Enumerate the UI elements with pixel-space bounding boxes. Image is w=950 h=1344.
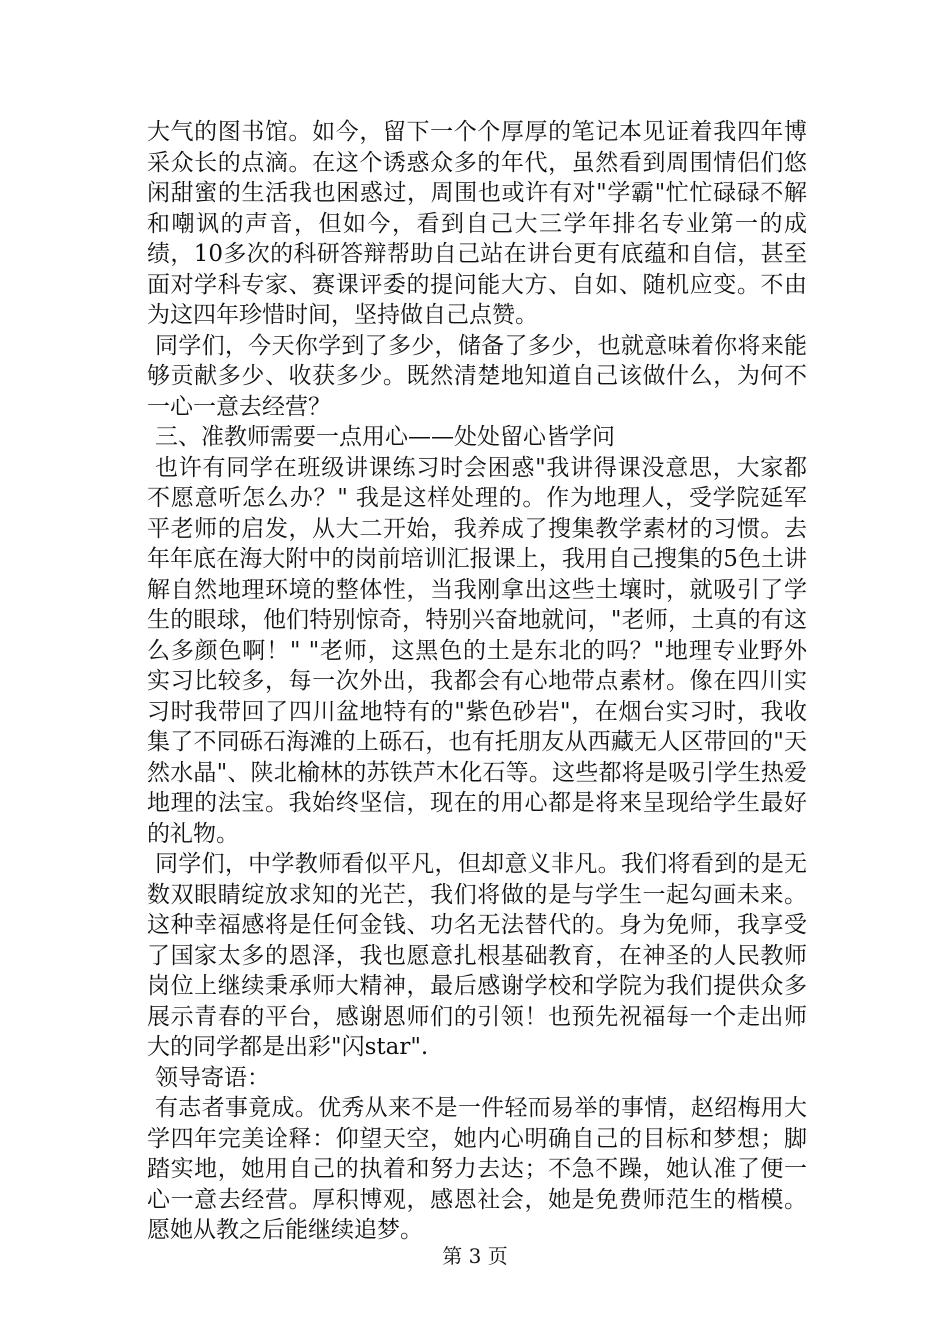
document-body xyxy=(147,117,807,1246)
page-number: 第 3 页 xyxy=(442,1244,508,1268)
paragraph-teacher-significance: 同学们，中学教师看似平凡，但却意义非凡。我们将看到的是无数双眼睛绽放求知的光芒，我们将做的是与学生一起勾画未来。这种幸福感将是任何金钱、功名无法替代的。身为免师，我享受了国家太多的恩泽，我也愿意扎根基础教育，在神圣的人民教师岗位上继续秉承师大精神，最后感谢学校和学院为我们提供众多展示青春的平台，感谢恩师们的引领！也预先祝福每一个走出师大的同学都是出彩"闪star". xyxy=(147,851,807,1060)
leader-message-label: 领导寄语： xyxy=(155,1064,270,1091)
section-heading-three: 三、准教师需要一点用心——处处留心皆学问 xyxy=(155,424,615,450)
paragraph-leader-message: 有志者事竟成。优秀从来不是一件轻而易举的事情，赵绍梅用大学四年完美诠释：仰望天空，她内心明确自己的目标和梦想；脚踏实地，她用自己的执着和努力去达；不急不躁，她认准了便一心一意去经营。厚积博观，感恩社会，她是免费师范生的楷模。愿她从教之后能继续追梦。 xyxy=(147,1095,807,1243)
paragraph-teaching-materials: 也许有同学在班级讲课练习时会困惑"我讲得课没意思，大家都不愿意听怎么办？" 我是这样处理的。作为地理人，受学院延军平老师的启发，从大二开始，我养成了搜集教学素材的习惯。去年年底在海大附中的岗前培训汇报课上，我用自己搜集的5色土讲解自然地理环境的整体性，当我刚拿出这些土壤时，就吸引了学生的眼球，他们特别惊奇，特别兴奋地就问，"老师，土真的有这么多颜色啊！" "老师，这黑色的土是东北的吗？"地理专业野外实习比较多，每一次外出，我都会有心地带点素材。像在四川实习时我带回了四川盆地特有的"紫色砂岩"，在烟台实习时，我收集了不同砾石海滩的上砾石，也有托朋友从西藏无人区带回的"天然水晶"、陕北榆林的苏铁芦木化石等。这些都将是吸引学生热爱地理的法宝。我始终坚信，现在的用心都是将来呈现给学生最好的礼物。 xyxy=(147,454,807,847)
paragraph-library-notes: 大气的图书馆。如今，留下一个个厚厚的笔记本见证着我四年博采众长的点滴。在这个诱惑众多的年代，虽然看到周围情侣们悠闲甜蜜的生活我也困惑过，周围也或许有对"学霸"忙忙碌碌不解和嘲讽的声音，但如今，看到自己大三学年排名专业第一的成绩，10多次的科研答辩帮助自己站在讲台更有底蕴和自信，甚至面对学科专家、赛课评委的提问能大方、自如、随机应变。不由为这四年珍惜时间，坚持做自己点赞。 xyxy=(147,119,807,328)
paragraph-classmates-contribution: 同学们，今天你学到了多少，储备了多少，也就意味着你将来能够贡献多少、收获多少。既然清楚地知道自己该做什么，为何不一心一意去经营？ xyxy=(147,332,807,420)
